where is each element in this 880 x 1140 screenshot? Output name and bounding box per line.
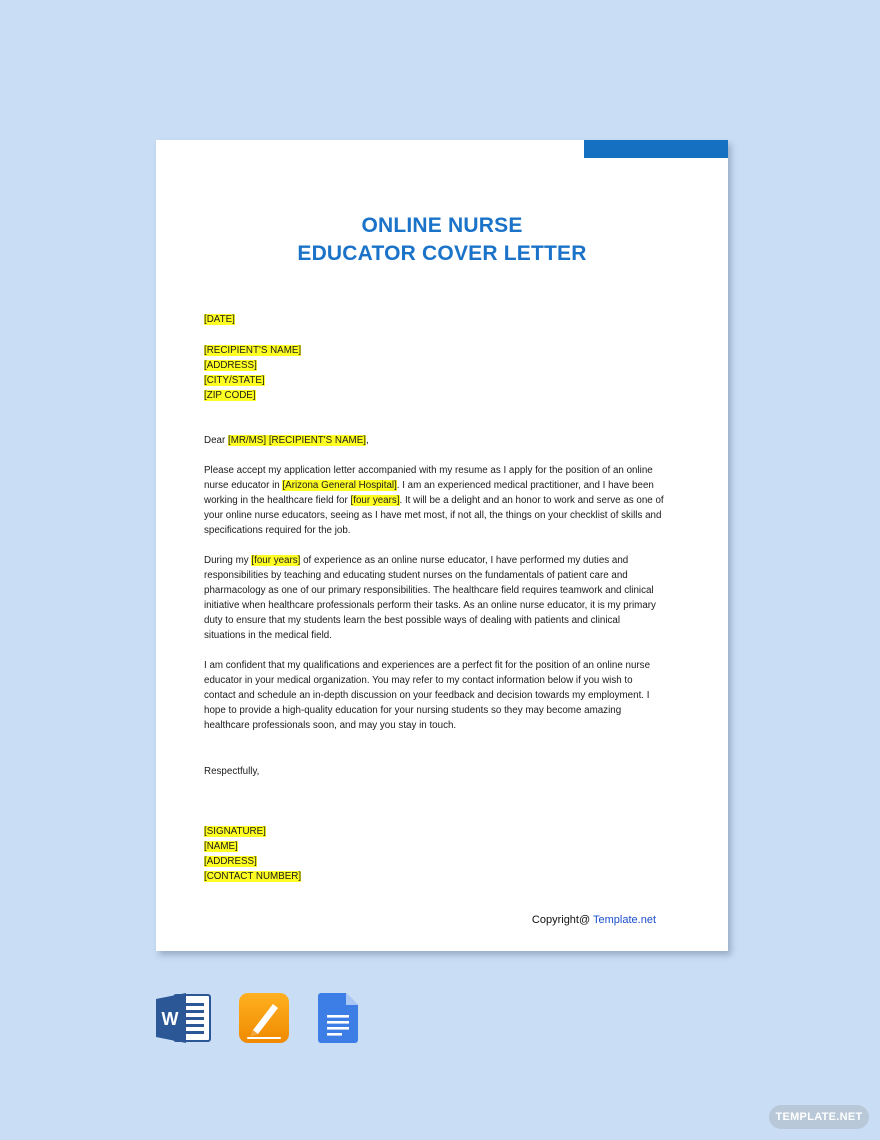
zip-code-placeholder: [ZIP CODE]	[204, 390, 256, 401]
salutation: Dear [MR/MS] [RECIPIENT'S NAME],	[204, 435, 369, 446]
hospital-placeholder: [Arizona General Hospital]	[282, 480, 397, 491]
years-placeholder-2: [four years]	[251, 555, 301, 566]
letter-sheet	[156, 140, 728, 951]
title-line-1: ONLINE NURSE	[361, 214, 523, 237]
paragraph-3: I am confident that my qualifications and experiences are a perfect fit for the position of an online nurse educator in your medical organization. You may refer to my contact information below if you wish to contact and schedule an in-depth discussion on your feedback and decision towards my employment. I hope to provide a high-quality education for your nursing students so they may become amazing healthcare professionals soon, and may you stay in touch.	[204, 660, 651, 731]
copyright-link[interactable]: Template.net	[593, 914, 656, 926]
word-icon[interactable]	[156, 993, 212, 1043]
closing: Respectfully,	[204, 766, 260, 777]
salutation-title-placeholder: [MR/MS]	[227, 435, 267, 446]
accent-bar	[584, 140, 728, 158]
letter-body	[204, 312, 664, 884]
paragraph-1: Please accept my application letter accompanied with my resume as I apply for the position of an online nurse educator in [Arizona General Hospital]. I am an experienced medical practitioner, and I have been working in the healthcare field for [four years]. It will be a delight and an honor to work and serve as one of your online nurse educators, seeing as I have met most, if not all, the things on your checklist of skills and specifications required for the job.	[204, 465, 664, 536]
date-placeholder: [DATE]	[204, 314, 235, 325]
sender-address-placeholder: [ADDRESS]	[204, 856, 257, 867]
google-docs-icon[interactable]	[318, 993, 358, 1043]
name-placeholder: [NAME]	[204, 841, 238, 852]
copyright: Copyright@ Template.net	[531, 914, 656, 926]
salutation-name-placeholder: [RECIPIENT'S NAME]	[268, 435, 366, 446]
template-net-badge[interactable]: TEMPLATE.NET	[769, 1105, 869, 1129]
years-placeholder: [four years]	[350, 495, 400, 506]
recipient-name-placeholder: [RECIPIENT'S NAME]	[204, 345, 302, 356]
signature-placeholder: [SIGNATURE]	[204, 826, 266, 837]
title-line-2: EDUCATOR COVER LETTER	[297, 242, 587, 265]
address-placeholder: [ADDRESS]	[204, 360, 257, 371]
paragraph-2: During my [four years] of experience as an online nurse educator, I have performed my duties and responsibilities by teaching and educating student nurses on the fundamentals of patient care and pharmacology as one of our primary responsibilities. The healthcare field requires teamwork and clinical initiative when healthcare professionals perform their tasks. As an online nurse educator, it is my primary duty to ensure that my students learn the best possible ways of dealing with patients and clinical situations in the medical field.	[204, 555, 656, 641]
svg-text:W: W	[161, 1009, 179, 1029]
city-state-placeholder: [CITY/STATE]	[204, 375, 265, 386]
pages-icon[interactable]	[239, 993, 289, 1043]
contact-number-placeholder: [CONTACT NUMBER]	[204, 871, 302, 882]
document-title	[156, 212, 728, 268]
